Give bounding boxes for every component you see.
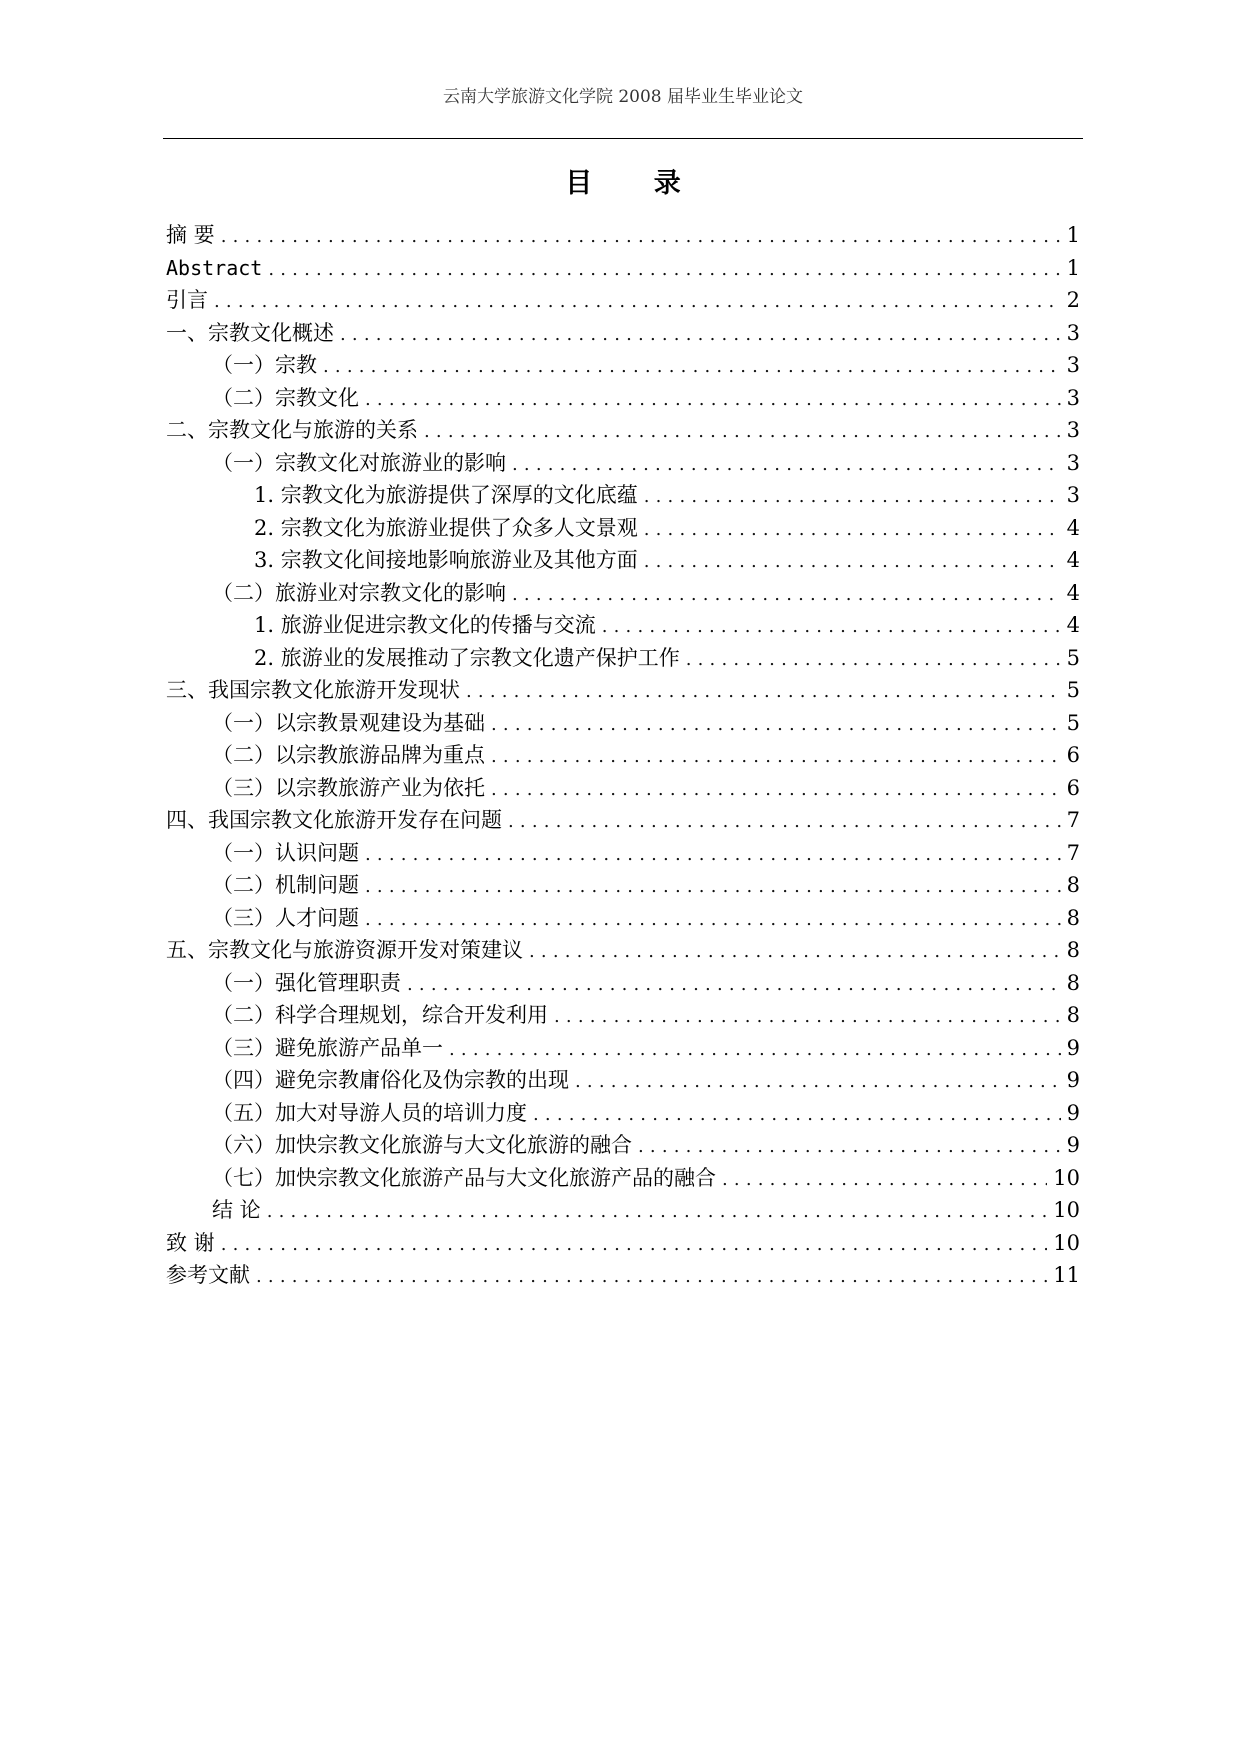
toc-entry-subsection[interactable] (166, 544, 1080, 577)
toc-leader-dots (449, 1034, 1061, 1067)
toc-entry-section[interactable] (166, 1064, 1080, 1097)
toc-leader-dots (602, 611, 1061, 644)
toc-entry-abstract-en[interactable] (166, 252, 1080, 285)
toc-entry-label: 参考文献 (166, 1263, 250, 1287)
toc-entry-label: （五）加大对导游人员的培训力度 (212, 1100, 527, 1125)
toc-entry-label: （二）以宗教旅游品牌为重点 (212, 743, 485, 767)
toc-entry-section[interactable] (166, 382, 1080, 415)
toc-leader-dots (340, 319, 1061, 352)
toc-leader-dots (466, 676, 1061, 709)
toc-entry-label: （三）人才问题 (212, 905, 359, 930)
toc-entry-label: （三）避免旅游产品单一 (212, 1035, 443, 1060)
toc-entry-introduction[interactable] (166, 284, 1080, 317)
toc-leader-dots (554, 1001, 1061, 1034)
toc-leader-dots (214, 286, 1061, 319)
toc-leader-dots (491, 709, 1061, 742)
toc-entry-label: 2. 宗教文化为旅游业提供了众多人文景观 (254, 515, 638, 540)
toc-entry-section[interactable] (166, 447, 1080, 480)
toc-page-number: 4 (1066, 548, 1080, 572)
toc-page-number: 5 (1066, 678, 1080, 702)
toc-entry-label: 四、我国宗教文化旅游开发存在问题 (166, 808, 502, 832)
toc-page-number: 3 (1066, 320, 1080, 345)
toc-leader-dots (512, 579, 1061, 612)
toc-page-number: 4 (1066, 613, 1080, 637)
toc-entry-chapter-1[interactable] (166, 317, 1080, 350)
page-title: 目 录 (565, 168, 707, 199)
toc-page-number: 5 (1066, 710, 1080, 735)
toc-page-number: 9 (1066, 1068, 1080, 1092)
toc-entry-label: 三、我国宗教文化旅游开发现状 (166, 678, 460, 702)
toc-page-number: 9 (1066, 1133, 1080, 1157)
toc-leader-dots (365, 839, 1061, 872)
toc-entry-label: 1. 旅游业促进宗教文化的传播与交流 (254, 613, 596, 637)
toc-leader-dots (644, 514, 1061, 547)
toc-entry-label: 摘 要 (166, 223, 215, 247)
toc-leader-dots (407, 969, 1061, 1002)
toc-leader-dots (491, 741, 1061, 774)
toc-entry-section[interactable] (166, 349, 1080, 382)
toc-entry-subsection[interactable] (166, 479, 1080, 512)
toc-entry-section[interactable] (166, 1097, 1080, 1130)
toc-entry-section[interactable] (166, 739, 1080, 772)
toc-leader-dots (365, 871, 1061, 904)
toc-leader-dots (268, 254, 1060, 287)
toc-entry-label: 1. 宗教文化为旅游提供了深厚的文化底蕴 (254, 483, 638, 507)
toc-leader-dots (267, 1196, 1048, 1229)
toc-page-number: 11 (1053, 1263, 1080, 1287)
toc-leader-dots (323, 351, 1061, 384)
toc-entry-section[interactable] (166, 707, 1080, 740)
toc-leader-dots (365, 384, 1061, 417)
toc-entry-label: （一）以宗教景观建设为基础 (212, 710, 485, 735)
toc-entry-acknowledgements[interactable] (166, 1227, 1080, 1260)
toc-entry-references[interactable] (166, 1259, 1080, 1292)
toc-page-number: 8 (1066, 938, 1080, 962)
toc-page-number: 3 (1066, 418, 1080, 442)
toc-page-number: 8 (1066, 873, 1080, 897)
toc-leader-dots (529, 936, 1061, 969)
toc-entry-label: Abstract (166, 255, 263, 280)
toc-entry-label: 引言 (166, 288, 208, 312)
toc-page-number: 10 (1053, 1230, 1080, 1255)
toc-entry-section[interactable] (166, 577, 1080, 610)
toc-page-number: 6 (1066, 775, 1080, 800)
toc-entry-label: （一）认识问题 (212, 840, 359, 865)
running-header: 云南大学旅游文化学院 2008 届毕业生毕业论文 (442, 87, 804, 107)
toc-entry-label: （二）旅游业对宗教文化的影响 (212, 580, 506, 605)
toc-entry-label: 致 谢 (166, 1230, 215, 1255)
toc-page-number: 3 (1066, 385, 1080, 410)
toc-page-number: 3 (1066, 353, 1080, 377)
toc-leader-dots (424, 416, 1061, 449)
toc-leader-dots (221, 1229, 1048, 1262)
toc-entry-conclusion[interactable] (166, 1194, 1080, 1227)
toc-page-number: 4 (1066, 515, 1080, 540)
toc-entry-section[interactable] (166, 967, 1080, 1000)
toc-leader-dots (644, 546, 1061, 579)
toc-leader-dots (533, 1099, 1061, 1132)
toc-entry-abstract-cn[interactable] (166, 219, 1080, 252)
toc-entry-section[interactable] (166, 1129, 1080, 1162)
toc-entry-label: （二）科学合理规划，综合开发利用 (212, 1003, 548, 1027)
toc-leader-dots (638, 1131, 1061, 1164)
toc-page-number: 10 (1053, 1198, 1080, 1222)
toc-leader-dots (512, 449, 1061, 482)
toc-entry-label: （四）避免宗教庸俗化及伪宗教的出现 (212, 1068, 569, 1092)
toc-entry-label: （二）机制问题 (212, 873, 359, 897)
header-rule (163, 138, 1083, 139)
toc-page-number: 8 (1066, 970, 1080, 995)
toc-entry-section[interactable] (166, 1162, 1080, 1195)
toc-entry-label: （七）加快宗教文化旅游产品与大文化旅游产品的融合 (212, 1165, 716, 1190)
toc-page-number: 7 (1066, 808, 1080, 832)
toc-leader-dots (221, 221, 1061, 254)
toc-page-number: 6 (1066, 743, 1080, 767)
toc-entry-label: 二、宗教文化与旅游的关系 (166, 418, 418, 442)
toc-page-number: 3 (1066, 450, 1080, 475)
toc-page-number: 8 (1066, 905, 1080, 930)
toc-entry-chapter-3[interactable] (166, 674, 1080, 707)
toc-entry-label: 2. 旅游业的发展推动了宗教文化遗产保护工作 (254, 645, 680, 670)
toc-entry-label: （一）宗教 (212, 353, 317, 377)
toc-entry-label: 结 论 (212, 1198, 261, 1222)
toc-leader-dots (575, 1066, 1061, 1099)
toc-entry-label: 3. 宗教文化间接地影响旅游业及其他方面 (254, 548, 638, 572)
toc-page-number: 1 (1066, 223, 1080, 247)
toc-entry-label: （一）强化管理职责 (212, 970, 401, 995)
toc-entry-label: （一）宗教文化对旅游业的影响 (212, 450, 506, 475)
toc-entry-section[interactable] (166, 837, 1080, 870)
toc-page-number: 1 (1066, 255, 1080, 280)
toc-entry-chapter-2[interactable] (166, 414, 1080, 447)
toc-page-number: 10 (1053, 1165, 1080, 1190)
toc-page-number: 8 (1066, 1003, 1080, 1027)
toc-leader-dots (256, 1261, 1047, 1294)
toc-leader-dots (365, 904, 1061, 937)
toc-entry-label: 一、宗教文化概述 (166, 320, 334, 345)
toc-page-number: 9 (1066, 1100, 1080, 1125)
toc-page-number: 9 (1066, 1035, 1080, 1060)
table-of-contents (166, 219, 1080, 1292)
toc-page-number: 2 (1066, 288, 1080, 312)
toc-entry-label: （二）宗教文化 (212, 385, 359, 410)
toc-leader-dots (491, 774, 1061, 807)
toc-page-number: 7 (1066, 840, 1080, 865)
toc-entry-subsection[interactable] (166, 642, 1080, 675)
toc-entry-section[interactable] (166, 902, 1080, 935)
toc-entry-section[interactable] (166, 772, 1080, 805)
toc-entry-chapter-4[interactable] (166, 804, 1080, 837)
toc-page-number: 4 (1066, 580, 1080, 605)
toc-entry-label: （六）加快宗教文化旅游与大文化旅游的融合 (212, 1133, 632, 1157)
toc-entry-section[interactable] (166, 1032, 1080, 1065)
toc-entry-subsection[interactable] (166, 609, 1080, 642)
toc-entry-section[interactable] (166, 999, 1080, 1032)
toc-page-number: 5 (1066, 645, 1080, 670)
toc-entry-subsection[interactable] (166, 512, 1080, 545)
toc-leader-dots (722, 1164, 1047, 1197)
toc-leader-dots (686, 644, 1061, 677)
toc-leader-dots (508, 806, 1061, 839)
toc-entry-chapter-5[interactable] (166, 934, 1080, 967)
toc-leader-dots (644, 481, 1061, 514)
toc-entry-label: 五、宗教文化与旅游资源开发对策建议 (166, 938, 523, 962)
toc-page-number: 3 (1066, 483, 1080, 507)
toc-entry-label: （三）以宗教旅游产业为依托 (212, 775, 485, 800)
toc-entry-section[interactable] (166, 869, 1080, 902)
